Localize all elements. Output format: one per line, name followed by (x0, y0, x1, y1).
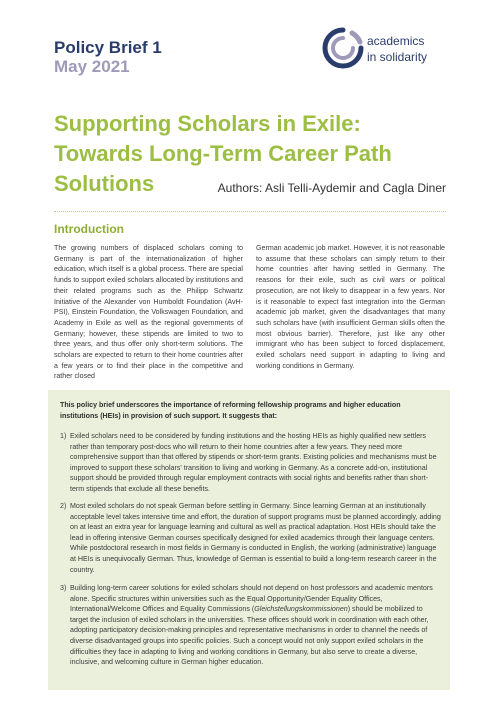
logo-circle-icon (322, 27, 364, 69)
policy-brief-label: Policy Brief 1 (54, 38, 162, 57)
point-text: Most exiled scholars do not speak German before settling in Germany. Since learning German at an institutionally acceptable level takes intensive time and effort, the duration of support programs must be planned accordingly, adding on at least an extra year for language learning and cultural as well as practical adaptation. Host HEIs should take the lead in offering intensive German courses specifically designed for exiled academics through their language centers. While postdoctoral research in most fields in Germany is conducted in English, the working (administrative) language at HEIs is unequivocally German. Thus, knowledge of German is essential to build a long-term research career in the country. (70, 502, 441, 574)
point-text-start: Building long-term career solutions for exiled scholars should not depend on host professors and academic mentors alone. Specific structures within universities such as the Equal Opportunity/Gender Equality Offices, International/Welcome Offices and Equality Commissions ( (70, 584, 433, 614)
summary-box (48, 390, 450, 690)
logo-line-2: in solidarity (367, 50, 428, 64)
introduction-column-left: The growing numbers of displaced scholars coming to Germany is part of the internationalization of higher education, which itself is a global process. There are special funds to support exiled scholars allocated by institutions and their related programs such as the Philipp Schwartz Initiative of the Alexander von Humboldt Foundation (AvH-PSI), Einstein Foundation, the Volkswagen Foundation, and Academy in Exile as well as the regional governments of Germany; however, these stipends are limited to two to three years, and thus offer only short-term solutions. The scholars are expected to return to their home countries after a few years or to find their place in the competitive and rather closed (54, 244, 243, 381)
point-number: 2) (60, 502, 67, 510)
title-line-2: Towards Long-Term Career Path Solutions (54, 141, 392, 196)
title-line-1: Supporting Scholars in Exile: (54, 111, 361, 136)
point-number: 3) (60, 584, 67, 592)
summary-point-2 (60, 501, 442, 575)
point-number: 1) (60, 432, 67, 440)
point-text: Exiled scholars need to be considered by funding institutions and the hosting HEIs as highly qualified new settlers rather than temporary post-docs who will return to their home countries after a few years. They need more comprehensive support than that offered by stipends or short-term grants. Existing policies and mechanisms must be improved to support these scholars' transition to living and working in Germany. As a concrete add-on, institutional support should be provided through regular employment contracts with social rights and benefits rather than short-term stipends that exclude all these benefits. (70, 432, 437, 493)
logo-line-1: academics (367, 34, 425, 48)
summary-point-3 (60, 583, 442, 668)
point-text (70, 583, 442, 668)
introduction-heading: Introduction (54, 222, 124, 236)
summary-point-1 (60, 431, 442, 495)
point-text-end: ) should be mobilized to target the inclusion of exiled scholars in the universities. These offices should work in coordination with each other, adopting participatory decision-making principles and representative mechanisms in order to channel the needs of diverse disadvantaged groups into specific policies. Such a concept would not only support exiled scholars in the difficulties they face in adapting to living and working conditions in Germany, but also serve to create a diverse, inclusive, and welcoming culture in German higher education. (70, 605, 429, 667)
introduction-column-right: German academic job market. However, it is not reasonable to assume that these scholars can simply return to their home countries after having settled in Germany. The reasons for their exile, such as civil wars or political prosecution, are not likely to disappear in a few years. Nor is it reasonable to expect fast integration into the German academic job market, given the disadvantages that many such scholars have (with insufficient German skills often the most obvious barrier). Therefore, just like any other immigrant who has been subject to forced displacement, exiled scholars need support in adapting to living and working conditions in Germany. (256, 244, 445, 370)
publication-date: May 2021 (54, 57, 130, 76)
dotted-divider (54, 211, 446, 212)
point-text-italic-term: Gleichstellungskommissionen (254, 605, 348, 614)
authors-line: Authors: Asli Telli-Aydemir and Cagla Diner (217, 181, 446, 195)
academics-in-solidarity-logo (322, 27, 452, 83)
summary-intro: This policy brief underscores the importance of reforming fellowship programs and higher education institutions (HEIs) in provision of such support. It suggests that: (60, 401, 401, 420)
logo-wordmark (367, 33, 427, 65)
